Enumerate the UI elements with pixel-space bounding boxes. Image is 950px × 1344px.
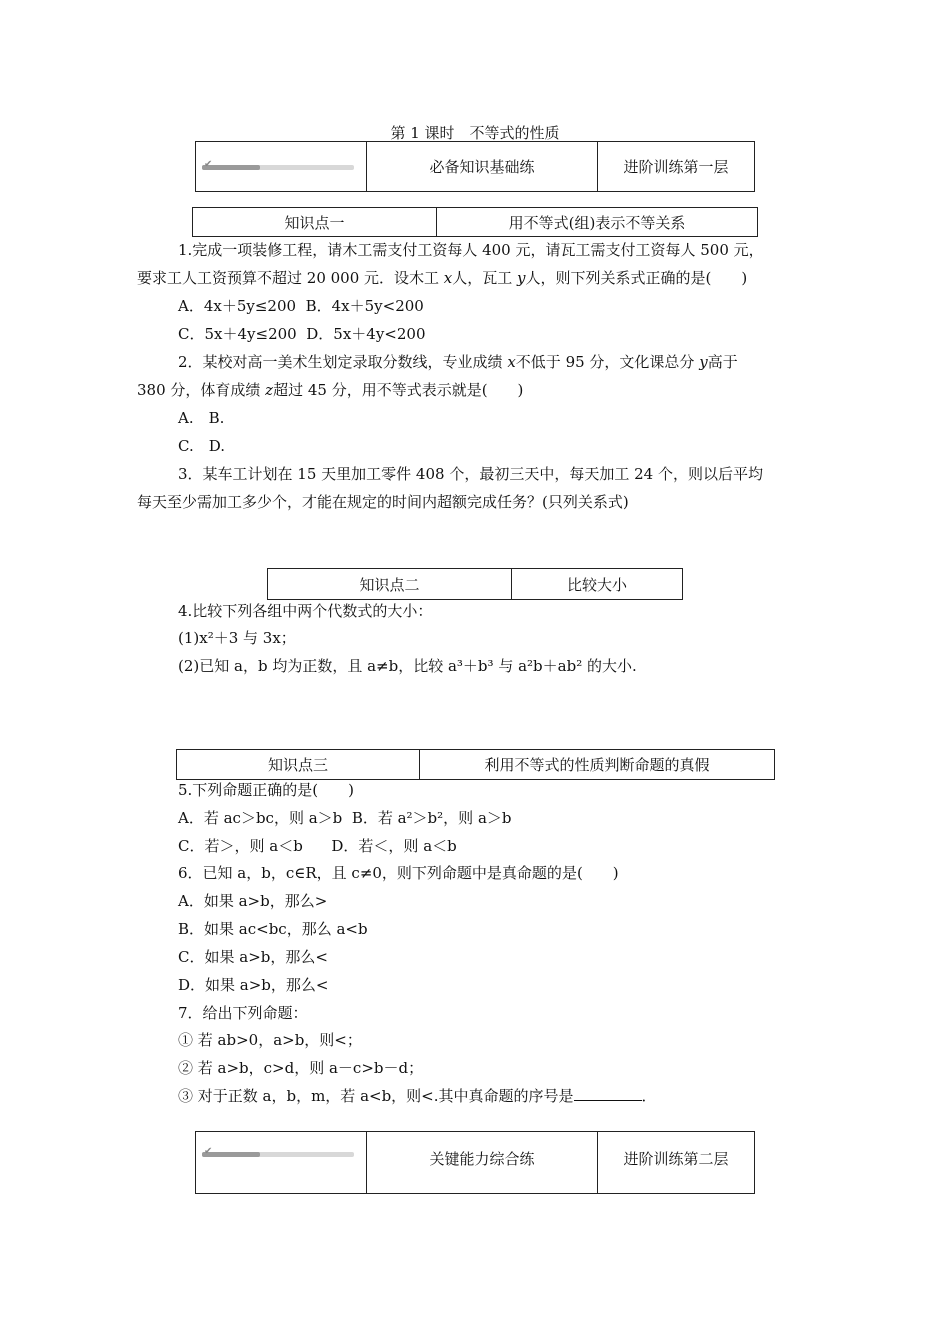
kp-topic: 利用不等式的性质判断命题的真假 — [420, 750, 775, 780]
q3-line1: 3．某车工计划在 15 天里加工零件 408 个，最初三天中，每天加工 24 个，则以后平均 — [178, 465, 763, 483]
q7-item3: ③ 对于正数 a，b，m，若 a<b，则<.其中真命题的序号是 ． — [178, 1087, 657, 1105]
q5-options-cd — [178, 836, 457, 856]
knowledge-point-2 — [267, 568, 683, 600]
knowledge-point-1 — [192, 207, 758, 237]
kp-name: 知识点一 — [193, 208, 437, 237]
section-header-advanced — [195, 1131, 755, 1194]
answer-blank — [574, 1088, 642, 1101]
q6-stem: 6．已知 a，b，c∈R，且 c≠0，则下列命题中是真命题的是( ) — [178, 864, 619, 882]
q4-stem: 4.比较下列各组中两个代数式的大小： — [178, 602, 433, 620]
q5-option-b: B．若 a²＞b²，则 a＞b — [351, 809, 512, 827]
q1-line1: 1.完成一项装修工程，请木工需支付工资每人 400 元，请瓦工需支付工资每人 500 元， — [178, 241, 764, 259]
q2-options-cd: C. D. — [178, 437, 225, 455]
section-level: 进阶训练第二层 — [598, 1132, 755, 1194]
q5-option-c: C．若＞，则 a＜b — [178, 837, 303, 855]
q1-option-c: C．5x＋4y≤200 — [178, 325, 297, 343]
q2-line2: 380 分，体育成绩 z超过 45 分，用不等式表示就是( ) — [137, 381, 524, 399]
section-header-basic — [195, 141, 755, 192]
q5-option-a: A．若 ac＞bc，则 a＞b — [178, 809, 343, 827]
progress-bar — [202, 158, 366, 171]
section-label: 关键能力综合练 — [367, 1132, 598, 1194]
q5-options-ab — [178, 808, 512, 828]
lesson-title: 第 1 课时 不等式的性质 — [390, 124, 560, 142]
q7-item1: ① 若 ab>0，a>b，则<； — [178, 1031, 362, 1049]
progress-bar — [202, 1146, 366, 1158]
section-level: 进阶训练第一层 — [598, 142, 755, 192]
kp-name: 知识点二 — [268, 569, 512, 600]
q5-option-d: D．若＜，则 a＜b — [331, 837, 457, 855]
q1-option-a: A．4x＋5y≤200 — [178, 297, 297, 315]
q6-option-b: B．如果 ac<bc，那么 a<b — [178, 920, 368, 938]
kp-topic: 用不等式(组)表示不等关系 — [437, 208, 758, 237]
check-icon: ✔ — [204, 1146, 213, 1157]
q6-option-a: A．如果 a>b，那么> — [178, 892, 328, 910]
q2-options-ab: A. B. — [178, 409, 225, 427]
q1-option-d: D．5x＋4y<200 — [306, 325, 426, 343]
q1-options-ab — [178, 296, 424, 316]
q1-option-b: B．4x＋5y<200 — [305, 297, 424, 315]
section-label: 必备知识基础练 — [367, 142, 598, 192]
q1-options-cd — [178, 324, 426, 344]
q1-line2: 要求工人工资预算不超过 20 000 元．设木工 x人，瓦工 y人，则下列关系式正确的是( ) — [137, 269, 748, 287]
kp-topic: 比较大小 — [512, 569, 683, 600]
q7-item2: ② 若 a>b，c>d，则 a－c>b－d； — [178, 1059, 424, 1077]
q6-option-d: D．如果 a>b，那么< — [178, 976, 329, 994]
q2-line1: 2．某校对高一美术生划定录取分数线，专业成绩 x不低于 95 分，文化课总分 y高于 — [178, 353, 738, 371]
progress-cell — [196, 1132, 367, 1194]
progress-cell — [196, 142, 367, 192]
knowledge-point-3 — [176, 749, 775, 780]
q3-line2: 每天至少需加工多少个，才能在规定的时间内超额完成任务？(只列关系式) — [137, 493, 629, 511]
q4-part2: (2)已知 a，b 均为正数，且 a≠b，比较 a³＋b³ 与 a²b＋ab² 的大小. — [178, 657, 637, 675]
check-icon: ✔ — [204, 158, 213, 170]
q6-option-c: C．如果 a>b，那么< — [178, 948, 328, 966]
q7-stem: 7．给出下列命题： — [178, 1004, 308, 1022]
q5-stem: 5.下列命题正确的是( ) — [178, 781, 355, 799]
kp-name: 知识点三 — [177, 750, 420, 780]
q4-part1: (1)x²＋3 与 3x； — [178, 629, 296, 647]
